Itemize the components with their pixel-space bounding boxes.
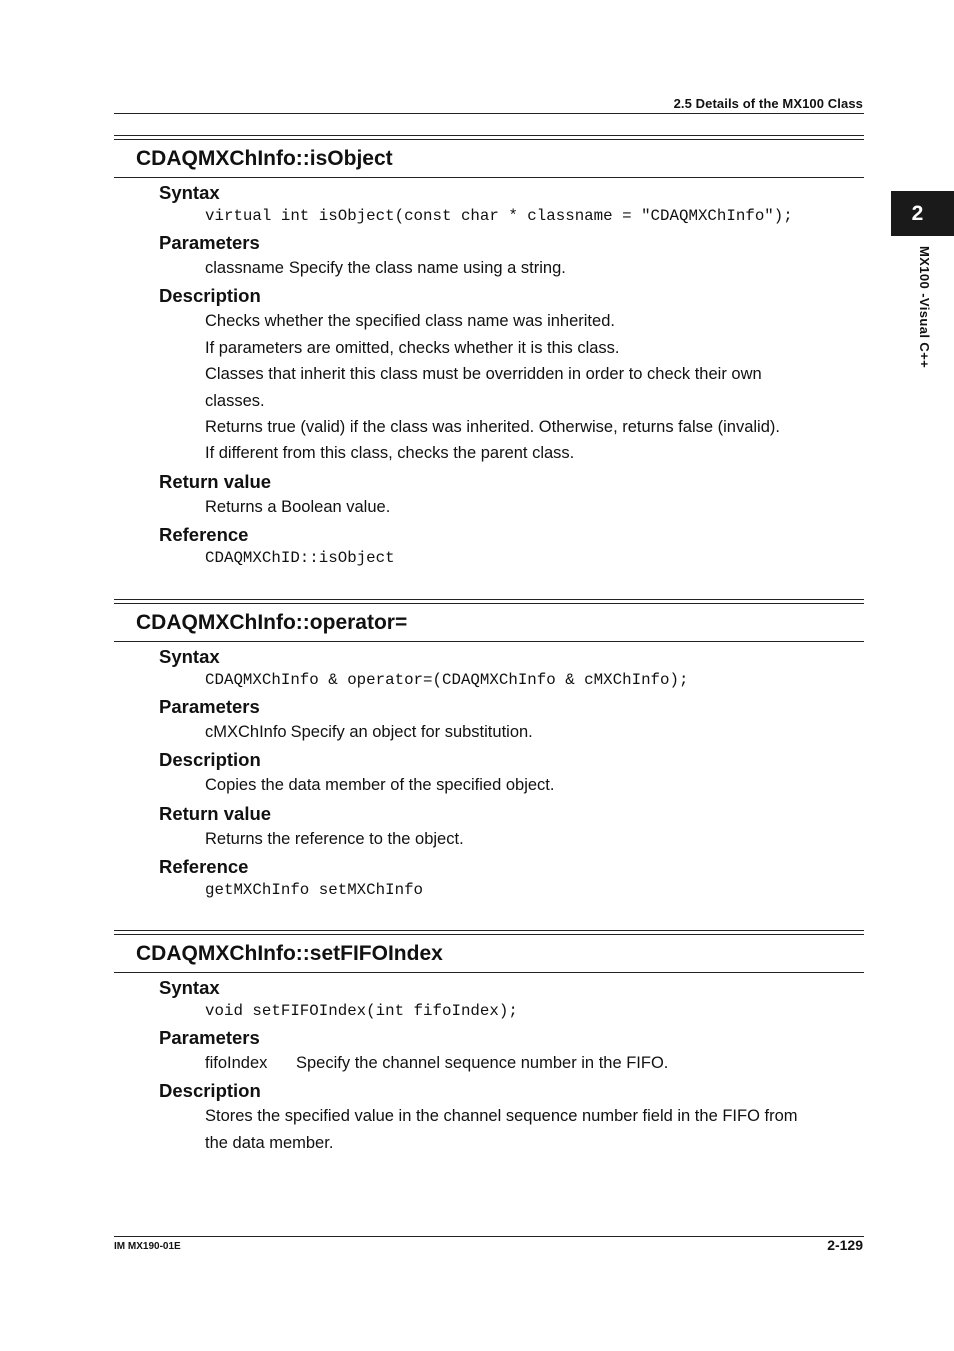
syntax-code: CDAQMXChInfo & operator=(CDAQMXChInfo & cMXChInfo); bbox=[205, 671, 689, 689]
description-heading: Description bbox=[159, 749, 261, 771]
footer-rule bbox=[114, 1236, 864, 1237]
syntax-heading: Syntax bbox=[159, 182, 220, 203]
description-line: Copies the data member of the specified object. bbox=[205, 776, 555, 795]
section-title: CDAQMXChInfo::operator= bbox=[136, 611, 408, 634]
description-line: the data member. bbox=[205, 1133, 334, 1152]
param-desc: Specify the class name using a string. bbox=[288, 259, 566, 277]
parameters-heading: Parameters bbox=[159, 232, 260, 253]
description-line: Classes that inherit this class must be overridden in order to check their own bbox=[205, 365, 762, 384]
syntax-code: void setFIFOIndex(int fifoIndex); bbox=[205, 1002, 518, 1020]
syntax-heading: Syntax bbox=[159, 977, 220, 998]
reference-code: CDAQMXChID::isObject bbox=[205, 549, 395, 568]
chapter-side-label: MX100 -Visual C++ bbox=[917, 246, 932, 369]
section-rule-bottom bbox=[114, 972, 864, 973]
reference-code: getMXChInfo setMXChInfo bbox=[205, 881, 424, 900]
section-isobject bbox=[114, 135, 864, 570]
description-line: If parameters are omitted, checks whether it is this class. bbox=[205, 338, 620, 357]
parameters-heading: Parameters bbox=[159, 696, 260, 717]
description-line: classes. bbox=[205, 391, 265, 410]
section-rule-top bbox=[114, 930, 864, 935]
return-value: Returns the reference to the object. bbox=[205, 829, 464, 848]
section-title: CDAQMXChInfo::isObject bbox=[136, 147, 393, 170]
page-number: 2-129 bbox=[827, 1237, 863, 1253]
param-name: fifoIndex bbox=[205, 1054, 268, 1072]
section-title: CDAQMXChInfo::setFIFOIndex bbox=[136, 942, 443, 965]
return-heading: Return value bbox=[159, 470, 272, 492]
return-value: Returns a Boolean value. bbox=[205, 497, 391, 516]
section-rule-top bbox=[114, 135, 864, 140]
param-row bbox=[205, 719, 864, 745]
section-rule-bottom bbox=[114, 641, 864, 642]
header-rule bbox=[114, 113, 864, 114]
description-heading: Description bbox=[159, 285, 261, 307]
syntax-heading: Syntax bbox=[159, 646, 220, 667]
description-line: Returns true (valid) if the class was inherited. Otherwise, returns false (invalid). bbox=[205, 418, 780, 437]
param-name: cMXChInfo bbox=[205, 723, 287, 741]
param-name: classname bbox=[205, 259, 284, 277]
description-line: If different from this class, checks the parent class. bbox=[205, 444, 575, 463]
param-desc: Specify an object for substitution. bbox=[290, 723, 533, 741]
section-rule-top bbox=[114, 599, 864, 604]
reference-heading: Reference bbox=[159, 524, 249, 546]
param-desc: Specify the channel sequence number in the FIFO. bbox=[296, 1054, 669, 1072]
document-id: IM MX190-01E bbox=[114, 1241, 181, 1252]
return-heading: Return value bbox=[159, 802, 272, 824]
section-operator bbox=[114, 599, 864, 902]
description-line: Stores the specified value in the channel sequence number field in the FIFO from bbox=[205, 1107, 798, 1126]
description-line: Checks whether the specified class name was inherited. bbox=[205, 312, 615, 331]
reference-heading: Reference bbox=[159, 856, 249, 878]
description-heading: Description bbox=[159, 1080, 261, 1102]
section-rule-bottom bbox=[114, 177, 864, 178]
section-setfifoindex bbox=[114, 930, 864, 1156]
parameters-heading: Parameters bbox=[159, 1027, 260, 1048]
chapter-tab: 2 bbox=[891, 191, 954, 236]
running-header: 2.5 Details of the MX100 Class bbox=[673, 96, 863, 111]
param-row bbox=[205, 255, 864, 281]
param-row bbox=[205, 1050, 864, 1076]
syntax-code: virtual int isObject(const char * classname = "CDAQMXChInfo"); bbox=[205, 207, 793, 225]
